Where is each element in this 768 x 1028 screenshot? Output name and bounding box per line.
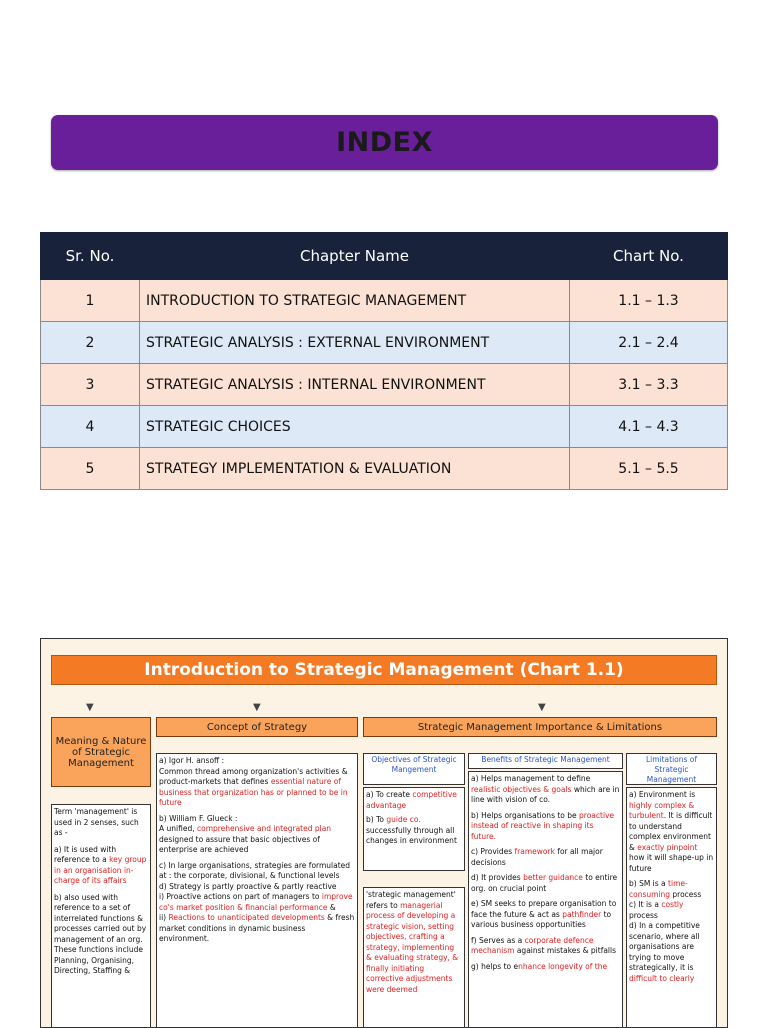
sm-definition-box: 'strategic management' refers to managerial process of developing a strategic vision, setting objectives, crafting a strategy, implementing & evaluating strategy, & finally initiating corrective adjustments were deemed xyxy=(363,887,465,1028)
benefit-g: g) helps to enhance longevity of the xyxy=(471,961,608,971)
benefit-f: f) Serves as a corporate defence mechanism against mistakes & pitfalls xyxy=(471,935,617,955)
chapter-name-cell: STRATEGIC CHOICES xyxy=(140,406,570,448)
benefit-a: a) Helps management to define realistic objectives & goals which are in line with vision of co. xyxy=(471,774,620,804)
chapter-name-cell: INTRODUCTION TO STRATEGIC MANAGEMENT xyxy=(140,280,570,322)
chart-no-cell: 3.1 – 3.3 xyxy=(570,364,728,406)
chart-no-cell: 2.1 – 2.4 xyxy=(570,322,728,364)
benefit-e: e) SM seeks to prepare organisation to face the future & act as pathfinder to various business opportunities xyxy=(471,899,617,929)
sm-importance-limitations-heading: Strategic Management Importance & Limitations xyxy=(363,717,717,737)
limitation-b: b) SM is a time-consuming process xyxy=(629,879,702,899)
down-arrow-icon: ▼ xyxy=(253,702,261,713)
meaning-p1: Term 'management' is used in 2 senses, such as - xyxy=(54,807,139,837)
concept-proactive-reactive: d) Strategy is partly proactive & partly reactive xyxy=(159,881,337,891)
benefit-b: b) Helps organisations to be proactive instead of reactive in shaping its future. xyxy=(471,810,615,841)
down-arrow-icon: ▼ xyxy=(538,702,546,713)
concept-of-strategy-heading: Concept of Strategy xyxy=(156,717,358,737)
objective-a: a) To create competitive advantage xyxy=(366,790,457,810)
chapter-name-cell: STRATEGIC ANALYSIS : INTERNAL ENVIRONMENT xyxy=(140,364,570,406)
concept-reactions: ii) Reactions to unanticipated developments & fresh market conditions in dynamic business environment. xyxy=(159,913,355,943)
table-row xyxy=(41,364,728,406)
table-row xyxy=(41,280,728,322)
benefits-subheading: Benefits of Strategic Management xyxy=(468,753,623,769)
objectives-text-box xyxy=(363,787,465,871)
index-banner xyxy=(51,115,718,170)
concept-levels: c) In large organisations, strategies are formulated at : the corporate, divisional, & functional levels xyxy=(159,860,351,880)
concept-text-box xyxy=(156,753,358,1028)
chart-no-cell: 4.1 – 4.3 xyxy=(570,406,728,448)
sr-no-cell: 1 xyxy=(41,280,140,322)
concept-glueck-def: A unified, comprehensive and integrated plan designed to assure that basic objectives of enterprise are achieved xyxy=(159,824,332,854)
benefit-c: c) Provides framework for all major decisions xyxy=(471,847,603,867)
chart-1-1-preview xyxy=(40,638,728,1028)
concept-proactive-actions: i) Proactive actions on part of managers to improve co's market position & financial performance & xyxy=(159,892,353,912)
benefits-text-box xyxy=(468,771,623,1028)
limitation-c: c) It is a costly process xyxy=(629,900,684,920)
header-chapter-name: Chapter Name xyxy=(140,233,570,280)
meaning-p2: a) It is used with reference to a key group in an organisation in-charge of its affairs xyxy=(54,844,147,885)
chart-title: Introduction to Strategic Management (Chart 1.1) xyxy=(51,655,717,685)
sr-no-cell: 5 xyxy=(41,448,140,490)
limitations-text-box xyxy=(626,787,717,1028)
sr-no-cell: 2 xyxy=(41,322,140,364)
limitation-a: a) Environment is highly complex & turbulent. It is difficult to understand complex environment & exactly pinpoint how it will shape-up in future xyxy=(629,790,714,873)
chart-no-cell: 1.1 – 1.3 xyxy=(570,280,728,322)
meaning-nature-heading: Meaning & Nature of Strategic Management xyxy=(51,717,151,787)
header-sr-no: Sr. No. xyxy=(41,233,140,280)
chart-no-cell: 5.1 – 5.5 xyxy=(570,448,728,490)
header-chart-no: Chart No. xyxy=(570,233,728,280)
table-row xyxy=(41,406,728,448)
down-arrow-icon: ▼ xyxy=(86,702,94,713)
chapter-name-cell: STRATEGIC ANALYSIS : EXTERNAL ENVIRONMENT xyxy=(140,322,570,364)
limitation-d: d) In a competitive scenario, where all organisations are trying to move strategically, it is difficult to clearly xyxy=(629,921,700,983)
limitations-subheading: Limitations of Strategic Management xyxy=(626,753,717,785)
meaning-text-box xyxy=(51,804,151,1028)
table-row xyxy=(41,448,728,490)
benefit-d: d) It provides better guidance to entire org. on crucial point xyxy=(471,873,618,893)
objectives-subheading: Objectives of Strategic Mangement xyxy=(363,753,465,785)
concept-glueck: b) William F. Glueck : xyxy=(159,813,238,823)
objective-b: b) To guide co. successfully through all changes in environment xyxy=(366,815,457,845)
sr-no-cell: 3 xyxy=(41,364,140,406)
concept-ansoff: a) Igor H. ansoff : xyxy=(159,756,225,765)
meaning-p3: b) also used with reference to a set of interrelated functions & processes carried out by management of an org. These functions include Planning, Organising, Directing, Staffing & xyxy=(54,892,147,975)
table-header-row xyxy=(41,233,728,280)
chapter-name-cell: STRATEGY IMPLEMENTATION & EVALUATION xyxy=(140,448,570,490)
concept-ansoff-def: Common thread among organization's activities & product-markets that defines essential nature of business that organization has or planned to be in future xyxy=(159,766,348,807)
table-row xyxy=(41,322,728,364)
index-title: INDEX xyxy=(336,127,433,158)
sr-no-cell: 4 xyxy=(41,406,140,448)
chapter-index-table xyxy=(40,232,728,490)
